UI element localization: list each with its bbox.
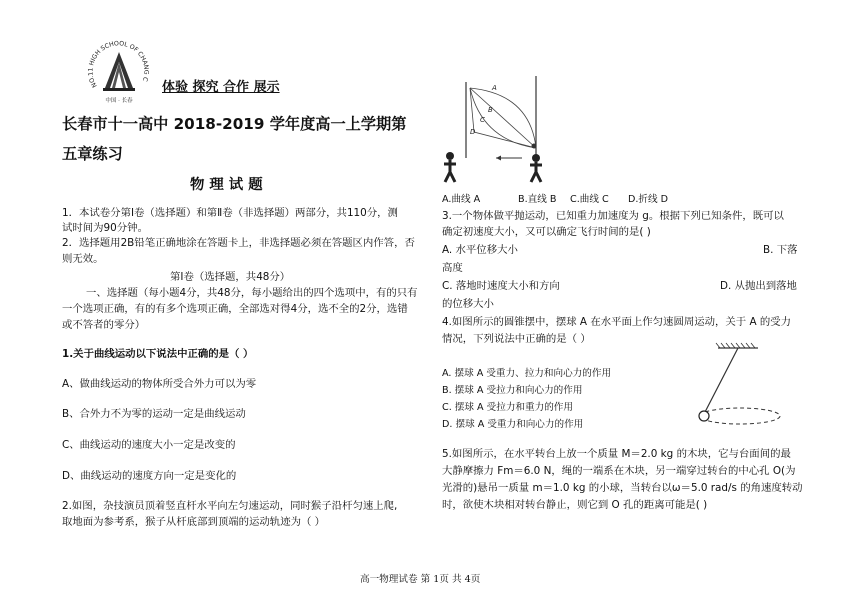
q2-option-b: B.直线 B [518,194,557,205]
instruction-line: 则无效。 [62,253,104,265]
q3-stem: 3.一个物体做平抛运动，已知重力加速度为 g。根据下列已知条件，既可以 [442,210,784,222]
q5-stem-line4: 时，欲使木块相对转台静止，则它到 O 孔的距离可能是( ) [442,499,708,511]
q2-figure-label-c: C [480,116,485,124]
motto: 体验 探究 合作 展示 [162,80,280,95]
q2-stem-line2: 取地面为参考系，猴子从杆底部到顶端的运动轨迹为（ ） [62,516,326,528]
school-logo [83,36,155,110]
logo-ring-text: NO.11 HIGH SCHOOL OF CHANG C [87,40,150,89]
q3-stem-line2: 确定初速度大小，又可以确定飞行时间的是( ) [442,226,651,238]
page-footer: 高一物理试卷 第 1页 共 4页 [360,574,481,585]
q3-option-b-cont: 高度 [442,262,463,274]
q4-figure [690,340,802,432]
q5-stem-line3: 光滑的)悬吊一质量 m＝1.0 kg 的小球，当转台以ω＝5.0 rad/s 的角速度转动 [442,482,803,494]
q2-figure-label-b: B [488,106,493,114]
q2-figure-label-d: D [470,128,476,136]
q1-option: C、曲线运动的速度大小一定是改变的 [62,439,236,451]
q3-option-d-cont: 的位移大小 [442,298,494,310]
page-title-line2: 五章练习 [62,145,123,163]
q3-option-d: D. 从抛出到落地 [720,280,797,292]
q4-stem: 4.如图所示的圆锥摆中，摆球 A 在水平面上作匀速圆周运动，关于 A 的受力 [442,316,792,328]
q2-option-d: D.折线 D [628,194,669,205]
q4-option: A. 摆球 A 受重力、拉力和向心力的作用 [442,368,612,379]
paper-subtitle: 物 理 试 题 [190,177,263,193]
section-desc-line: 或不答者的零分） [62,319,146,331]
instruction-line: 1．本试卷分第Ⅰ卷（选择题）和第Ⅱ卷（非选择题）两部分，共110分，测 [62,207,398,219]
instruction-line: 试时间为90分钟。 [62,222,148,234]
section-desc-line: 一个选项正确，有的有多个选项正确，全部选对得4分，选不全的2分，选错 [62,303,408,315]
q5-stem: 5.如图所示，在水平转台上放一个质量 M＝2.0 kg 的木块，它与台面间的最 [442,448,791,460]
section-desc-line: 一、选择题（每小题4分，共48分，每小题给出的四个选项中，有的只有 [86,287,418,299]
q3-option-a: A. 水平位移大小 [442,244,518,256]
q3-option-b: B. 下落 [763,244,798,256]
q1-stem: 1.关于曲线运动以下说法中正确的是（ ） [62,348,254,360]
q2-option-a: A.曲线 A [442,194,481,205]
q4-option: D. 摆球 A 受重力和向心力的作用 [442,419,584,430]
q2-figure-label-a: A [492,84,497,92]
section-title: 第Ⅰ卷（选择题，共48分） [170,271,291,283]
q4-stem-line2: 情况，下列说法中正确的是（ ） [442,333,591,345]
q4-option: B. 摆球 A 受拉力和向心力的作用 [442,385,583,396]
page-title: 长春市十一高中 2018-2019 学年度高一上学期第 [62,115,407,133]
q2-option-c: C.曲线 C [570,194,609,205]
instruction-line: 2．选择题用2B铅笔正确地涂在答题卡上，非选择题必须在答题区内作答，否 [62,237,415,249]
q3-option-c: C. 落地时速度大小和方向 [442,280,560,292]
q4-option: C. 摆球 A 受拉力和重力的作用 [442,402,573,413]
q1-option: B、合外力不为零的运动一定是曲线运动 [62,408,246,420]
q1-option: D、曲线运动的速度方向一定是变化的 [62,470,237,482]
logo-bottom-text: 中国 · 长春 [105,98,133,104]
q5-stem-line2: 大静摩擦力 Fm＝6.0 N，绳的一端系在木块，另一端穿过转台的中心孔 O(为 [442,465,796,477]
q1-option: A、做曲线运动的物体所受合外力可以为零 [62,378,257,390]
q2-figure [434,72,552,184]
q2-stem: 2.如图，杂技演员顶着竖直杆水平向左匀速运动，同时猴子沿杆匀速上爬, [62,500,398,512]
